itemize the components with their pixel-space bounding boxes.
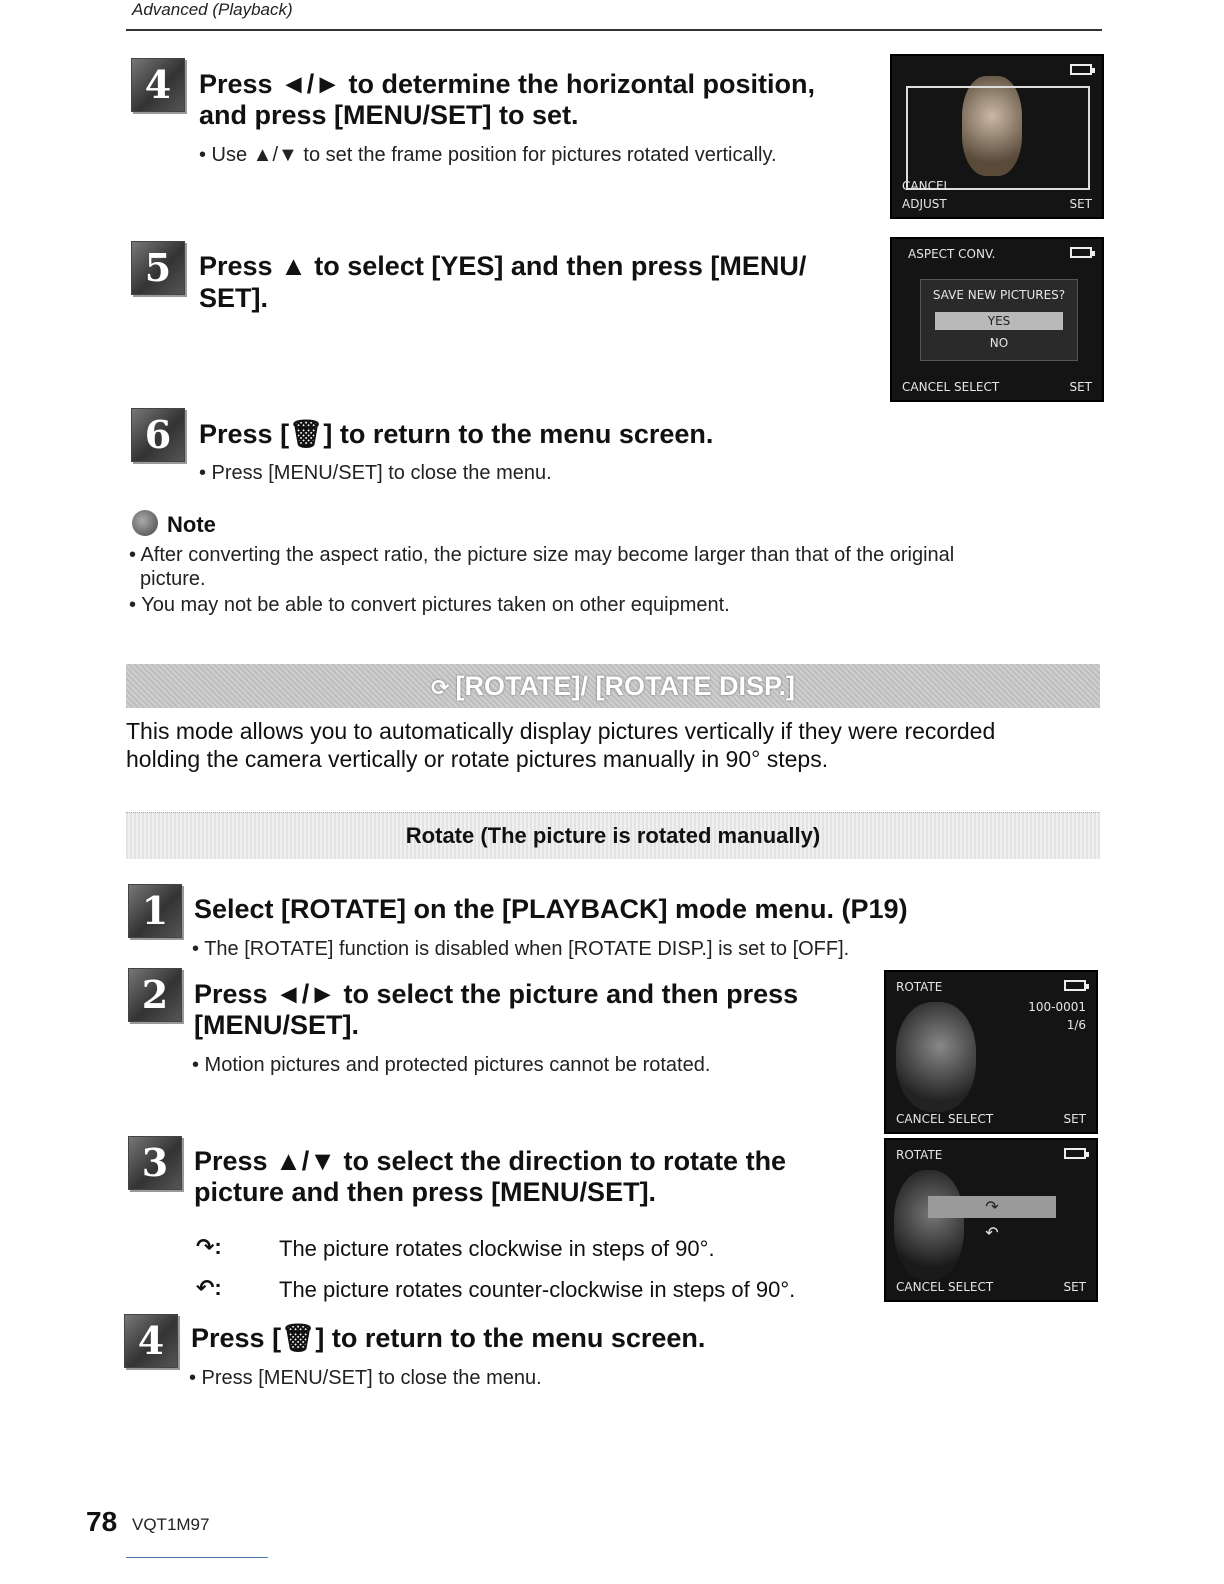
counter-clockwise-option[interactable]: ↶ xyxy=(985,1223,999,1242)
picture-count: 1/6 xyxy=(1066,1018,1086,1032)
step-title: Press [🗑] to return to the menu screen. xyxy=(191,1323,706,1353)
camera-screen-aspect xyxy=(890,237,1104,402)
no-option[interactable]: NO xyxy=(989,336,1009,350)
step-title: [MENU/SET]. xyxy=(194,1010,359,1040)
step-title: Press [🗑] to return to the menu screen. xyxy=(199,419,714,449)
footer-label: CANCEL SELECT xyxy=(902,380,1000,394)
yes-option[interactable]: YES xyxy=(935,312,1063,330)
step-title: Press ▲ to select [YES] and then press [MENU/ xyxy=(199,251,807,281)
step-bullet: • The [ROTATE] function is disabled when [ROTATE DISP.] is set to [OFF]. xyxy=(192,938,850,960)
footer-label: CANCEL SELECT xyxy=(896,1280,994,1294)
step-title: picture and then press [MENU/SET]. xyxy=(194,1177,657,1207)
subsection-heading: Rotate (The picture is rotated manually) xyxy=(126,812,1100,859)
step-number: 4 xyxy=(124,1314,178,1368)
camera-screen-adjust xyxy=(890,54,1104,219)
step-number: 3 xyxy=(128,1136,182,1190)
note-item: • You may not be able to convert pictures taken on other equipment. xyxy=(129,594,730,616)
page-number: 78 xyxy=(86,1506,118,1537)
frame-box xyxy=(906,86,1090,190)
battery-icon xyxy=(1064,980,1086,991)
step-title: and press [MENU/SET] to set. xyxy=(199,100,579,130)
screen-title: ROTATE xyxy=(896,980,943,994)
header-divider xyxy=(126,29,1102,31)
rotate-icon: ⟳ xyxy=(430,675,456,700)
screen-title: ASPECT CONV. xyxy=(908,247,996,261)
file-number: 100-0001 xyxy=(1028,1000,1086,1014)
screen-title: ROTATE xyxy=(896,1148,943,1162)
step-title: Press ▲/▼ to select the direction to rotate the xyxy=(194,1146,787,1176)
step-title: Press ◄/► to select the picture and then press xyxy=(194,979,799,1009)
note-item: picture. xyxy=(140,568,206,590)
set-label: SET xyxy=(1069,380,1092,394)
camera-screen-rotate-select xyxy=(884,970,1098,1134)
adjust-label: ADJUST xyxy=(902,197,947,211)
section-heading-text: [ROTATE]/ [ROTATE DISP.] xyxy=(455,671,796,701)
camera-screen-rotate-direction xyxy=(884,1138,1098,1302)
step-bullet: • Use ▲/▼ to set the frame position for pictures rotated vertically. xyxy=(199,144,777,166)
step-number: 4 xyxy=(131,58,185,112)
section-desc: This mode allows you to automatically display pictures vertically if they were recorded xyxy=(126,718,996,744)
clockwise-option[interactable]: ↷ xyxy=(928,1196,1056,1218)
step-title: Press ◄/► to determine the horizontal position, xyxy=(199,69,816,99)
footer-divider xyxy=(126,1557,268,1558)
step-number: 2 xyxy=(128,968,182,1022)
battery-icon xyxy=(1064,1148,1086,1159)
counter-clockwise-icon: ↶: xyxy=(196,1275,222,1300)
step-number: 5 xyxy=(131,241,185,295)
photo-thumbnail xyxy=(896,1002,976,1112)
dialog-question: SAVE NEW PICTURES? xyxy=(932,288,1066,302)
document-code: VQT1M97 xyxy=(132,1515,210,1534)
step-title: SET]. xyxy=(199,283,269,313)
note-icon xyxy=(132,510,158,536)
step-number: 6 xyxy=(131,408,185,462)
clockwise-icon: ↷: xyxy=(196,1234,222,1259)
step-number: 1 xyxy=(128,884,182,938)
option-text: The picture rotates clockwise in steps of 90°. xyxy=(279,1236,715,1261)
set-label: SET xyxy=(1069,197,1092,211)
running-header: Advanced (Playback) xyxy=(132,0,293,19)
section-desc: holding the camera vertically or rotate pictures manually in 90° steps. xyxy=(126,746,829,772)
set-label: SET xyxy=(1063,1112,1086,1126)
set-label: SET xyxy=(1063,1280,1086,1294)
step-bullet: • Press [MENU/SET] to close the menu. xyxy=(199,462,552,484)
dialog-box xyxy=(920,279,1078,361)
section-heading-rotate xyxy=(126,664,1100,708)
note-item: • After converting the aspect ratio, the picture size may become larger than that of the original xyxy=(129,544,955,566)
footer-label: CANCEL SELECT xyxy=(896,1112,994,1126)
note-label: Note xyxy=(167,512,216,537)
step-title: Select [ROTATE] on the [PLAYBACK] mode menu. (P19) xyxy=(194,894,908,924)
option-text: The picture rotates counter-clockwise in steps of 90°. xyxy=(279,1277,796,1302)
battery-icon xyxy=(1070,64,1092,75)
cancel-label: CANCEL xyxy=(902,179,951,193)
step-bullet: • Motion pictures and protected pictures cannot be rotated. xyxy=(192,1054,711,1076)
step-bullet: • Press [MENU/SET] to close the menu. xyxy=(189,1367,542,1389)
battery-icon xyxy=(1070,247,1092,258)
